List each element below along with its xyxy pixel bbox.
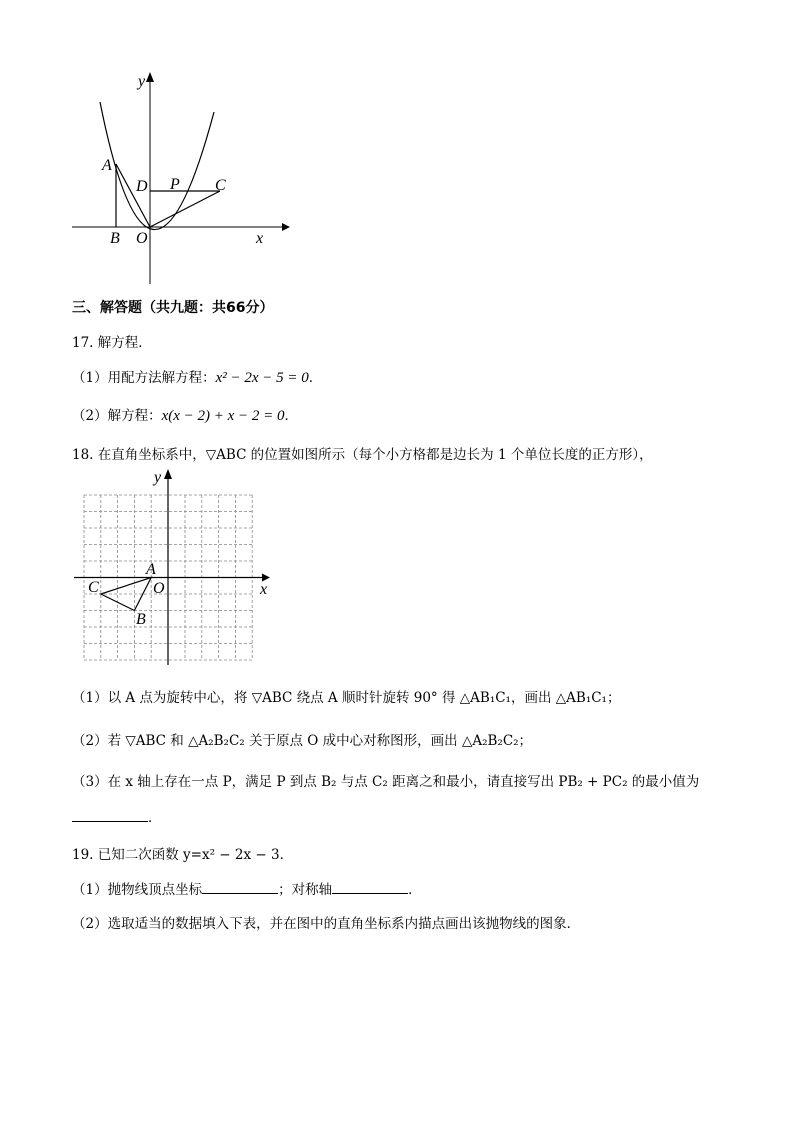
grid-label-o: O xyxy=(153,580,165,597)
label-x: x xyxy=(256,230,264,247)
y-axis-arrow xyxy=(146,72,154,82)
label-p: P xyxy=(170,176,180,193)
axis-blank[interactable] xyxy=(332,881,408,894)
grid-label-a: A xyxy=(146,561,156,578)
q18-part3-answer xyxy=(72,806,162,826)
parabola-figure xyxy=(60,60,300,290)
q17-part1-equation: x² − 2x − 5 = 0 xyxy=(215,370,309,386)
q17-part2-end: ． xyxy=(284,408,299,424)
q19-part1-a: （1）抛物线顶点坐标 xyxy=(72,882,203,898)
q17-part2 xyxy=(72,404,298,425)
q17-part1 xyxy=(72,366,322,387)
grid-label-b: B xyxy=(136,611,146,628)
grid-label-x: x xyxy=(260,581,268,598)
q19-part1-end: ． xyxy=(408,882,422,898)
q17-stem: 17. 解方程． xyxy=(72,335,152,351)
label-a: A xyxy=(102,157,112,174)
segment-ao xyxy=(116,164,150,227)
q18-part2: （2）若 ▽ABC 和 △A₂B₂C₂ 关于原点 O 成中心对称图形，画出 △A₂B₂C₂； xyxy=(72,733,533,749)
vertex-blank[interactable] xyxy=(202,881,278,894)
q19-part2: （2）选取适当的数据填入下表，并在图中的直角坐标系内描点画出该抛物线的图象． xyxy=(72,916,581,932)
q18-stem: 18. 在直角坐标系中，▽ABC 的位置如图所示（每个小方格都是边长为 1 个单位长度的正方形）， xyxy=(72,447,653,463)
q18-part3: （3）在 x 轴上存在一点 P，满足 P 到点 B₂ 与点 C₂ 距离之和最小，请直接写出 PB₂ + PC₂ 的最小值为 xyxy=(72,774,700,790)
q19-stem: 19. 已知二次函数 y=x² − 2x − 3． xyxy=(72,847,294,863)
q17-part1-end: ． xyxy=(308,370,323,386)
label-d: D xyxy=(136,178,148,195)
q19-part1 xyxy=(72,878,422,898)
grid-label-c: C xyxy=(88,579,99,596)
grid-y-axis-arrow xyxy=(164,469,172,479)
q19-part1-b: ；对称轴 xyxy=(278,882,333,898)
label-b: B xyxy=(110,230,120,247)
q17-part2-text: （2）解方程： xyxy=(72,408,162,424)
q17-part1-text: （1）用配方法解方程： xyxy=(72,370,216,386)
label-o: O xyxy=(136,230,148,247)
q18-answer-blank[interactable] xyxy=(72,809,148,822)
q17-part2-equation: x(x − 2) + x − 2 = 0 xyxy=(161,408,285,424)
label-y: y xyxy=(138,73,146,90)
section-heading: 三、解答题（共九题：共66分） xyxy=(72,300,274,316)
q18-part1: （1）以 A 点为旋转中心，将 ▽ABC 绕点 A 顺时针旋转 90° 得 △AB₁C₁，画出 △AB₁C₁； xyxy=(72,690,621,706)
x-axis-arrow xyxy=(282,223,290,231)
grid-figure xyxy=(70,465,280,670)
label-c: C xyxy=(215,177,226,194)
grid-label-y: y xyxy=(154,469,162,486)
q18-part3-end: ． xyxy=(148,810,162,826)
